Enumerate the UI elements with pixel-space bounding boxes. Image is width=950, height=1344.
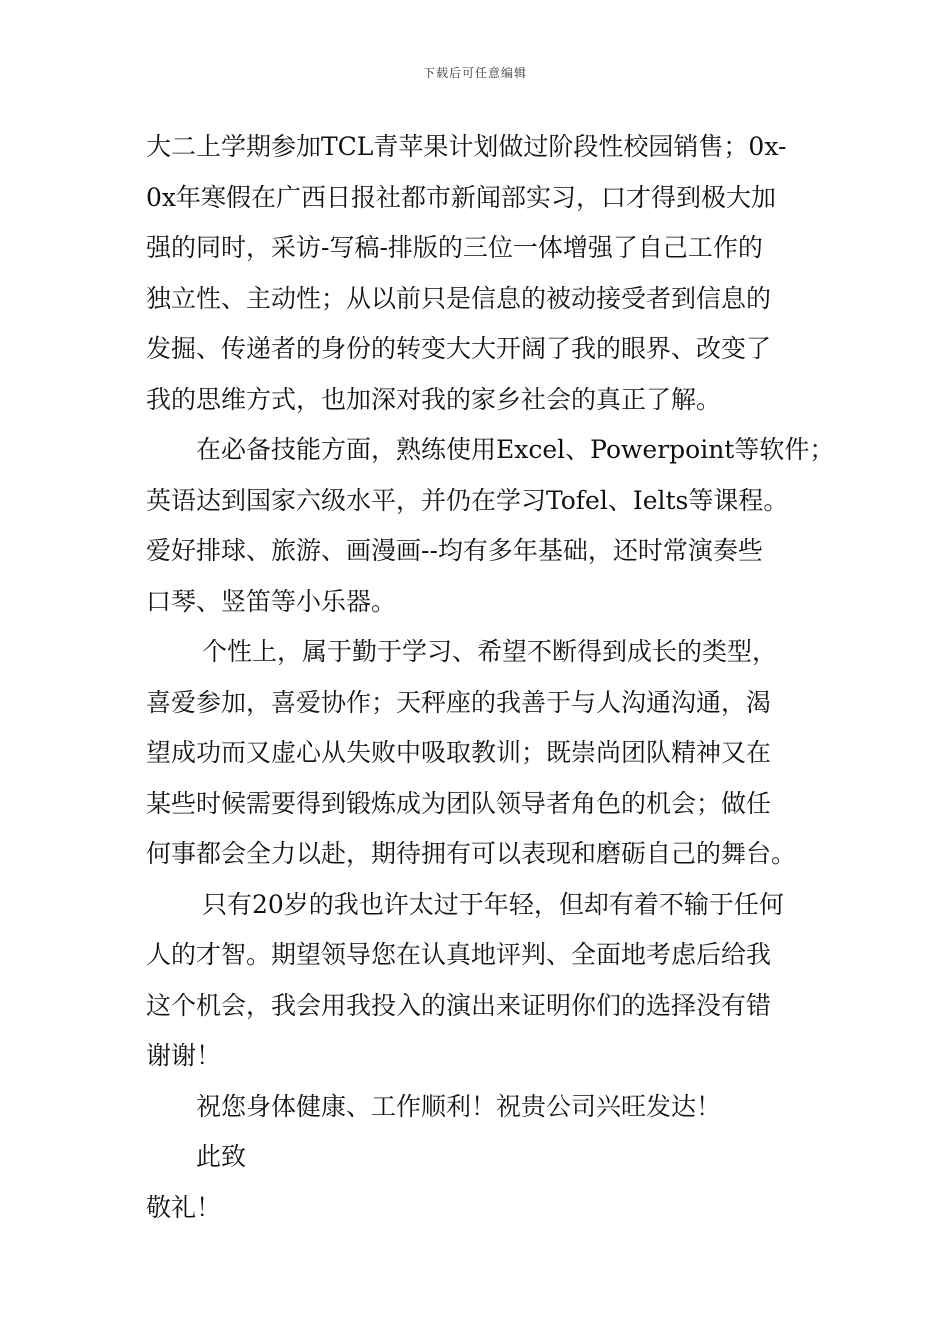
paragraph-experience bbox=[146, 122, 818, 425]
text-line: 强的同时，采访-写稿-排版的三位一体增强了自己工作的 bbox=[146, 233, 763, 262]
text-line: 发掘、传递者的身份的转变大大开阔了我的眼界、改变了 bbox=[146, 334, 772, 363]
document-body bbox=[146, 122, 835, 1233]
text-line: 某些时候需要得到锻炼成为团队领导者角色的机会；做任 bbox=[146, 788, 772, 818]
text-line: 此致 bbox=[196, 1142, 247, 1171]
text-line: 谢谢！ bbox=[146, 1041, 222, 1070]
text-line: 爱好排球、旅游、画漫画--均有多年基础，还时常演奏些 bbox=[146, 536, 763, 565]
text-line: 只有20岁的我也许太过于年轻，但却有着不输于任何 bbox=[202, 889, 784, 919]
text-line: 这个机会，我会用我投入的演出来证明你们的选择没有错 bbox=[146, 990, 772, 1020]
paragraph-salutation bbox=[146, 1132, 818, 1183]
paragraph-regards bbox=[146, 1183, 818, 1234]
text-line: 何事都会全力以赴，期待拥有可以表现和磨砺自己的舞台。 bbox=[146, 839, 797, 868]
text-line: 人的才智。期望领导您在认真地评判、全面地考虑后给我 bbox=[146, 940, 772, 969]
paragraph-wishes bbox=[146, 1082, 818, 1133]
text-line: 望成功而又虚心从失败中吸取教训；既崇尚团队精神又在 bbox=[146, 738, 772, 767]
text-line: 喜爱参加，喜爱协作；天秤座的我善于与人沟通沟通，渴 bbox=[146, 687, 772, 717]
text-line: 大二上学期参加TCL青苹果计划做过阶段性校园销售；0x- bbox=[146, 132, 787, 161]
text-line: 口琴、竖笛等小乐器。 bbox=[146, 586, 397, 616]
page-header: 下载后可任意编辑 bbox=[422, 66, 527, 80]
text-line: 个性上，属于勤于学习、希望不断得到成长的类型， bbox=[202, 637, 778, 666]
paragraph-personality bbox=[146, 627, 818, 880]
text-line: 祝您身体健康、工作顺利！祝贵公司兴旺发达！ bbox=[196, 1091, 722, 1121]
text-line: 我的思维方式，也加深对我的家乡社会的真正了解。 bbox=[146, 384, 722, 414]
text-line: 英语达到国家六级水平，并仍在学习Tofel、Ielts等课程。 bbox=[146, 485, 789, 515]
text-line: 在必备技能方面，熟练使用Excel、Powerpoint等软件； bbox=[196, 435, 835, 464]
paragraph-closing bbox=[146, 880, 818, 1082]
text-line: 0x年寒假在广西日报社都市新闻部实习，口才得到极大加 bbox=[146, 182, 777, 212]
paragraph-skills bbox=[146, 425, 835, 627]
text-line: 敬礼！ bbox=[146, 1192, 222, 1222]
text-line: 独立性、主动性；从以前只是信息的被动接受者到信息的 bbox=[146, 283, 772, 313]
